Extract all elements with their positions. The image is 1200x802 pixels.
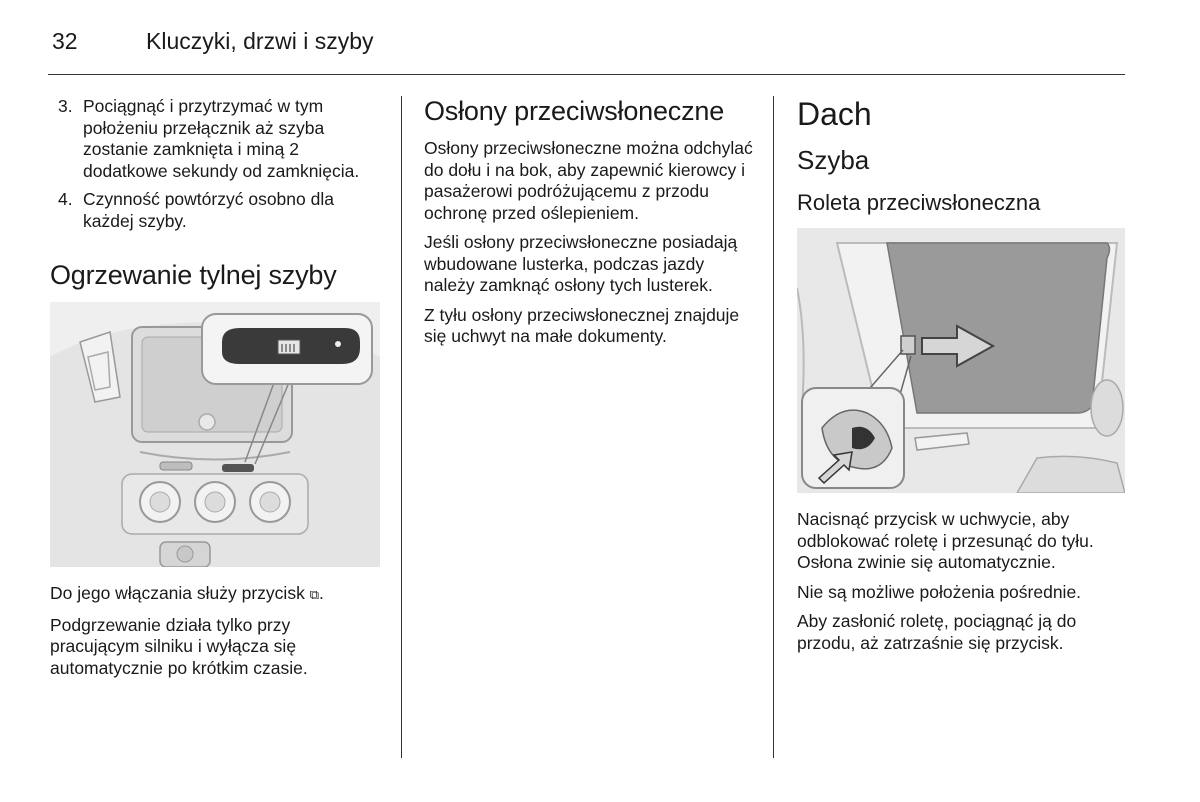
- heating-info-text: Podgrzewanie działa tylko przy pracującym silniku i wyłącza się automatycznie po krótkim czasie.: [50, 614, 308, 678]
- step-text: Czynność powtórzyć osobno dla każdej szyby.: [83, 189, 334, 231]
- steps-list: [50, 96, 380, 232]
- step-number: 4.: [58, 189, 73, 209]
- section-title-roof: Dach: [797, 96, 872, 132]
- header-rule: [48, 74, 1125, 75]
- page-number: 32: [52, 28, 78, 54]
- column-divider-2: [773, 96, 774, 758]
- page-header: [48, 26, 1125, 76]
- step-text: Pociągnąć i przytrzymać w tym położeniu przełącznik aż szyba zostanie zamknięta i miną 2 dodatkowe sekundy od zamknięcia.: [83, 96, 360, 181]
- rear-defrost-icon: ⧉: [309, 588, 319, 603]
- heating-button-sentence: Do jego włączania służy przycisk: [50, 583, 305, 603]
- sun-visors-para-3: Z tyłu osłony przeciwsłonecznej znajduje się uchwyt na małe dokumenty.: [424, 304, 740, 346]
- section-heading-rear-heating: Ogrzewanie tylnej szyby: [50, 260, 337, 290]
- section-heading-sunblind: Roleta przeciwsłoneczna: [797, 190, 1041, 215]
- column-right: [797, 96, 1127, 662]
- chapter-title: Kluczyki, drzwi i szyby: [146, 28, 374, 54]
- step-item: [50, 96, 380, 182]
- heating-button-text: Do jego włączania służy przycisk ⧉.: [50, 583, 324, 603]
- rear-window-heating-illustration: [50, 302, 380, 567]
- sun-visors-para-2: Jeśli osłony przeciwsłoneczne posiadają wbudowane lusterka, podczas jazdy należy zamknąć osłony tych lusterek.: [424, 232, 738, 295]
- sunblind-para-2: Nie są możliwe położenia pośrednie.: [797, 581, 1082, 602]
- column-divider-1: [401, 96, 402, 758]
- sun-visors-para-1: Osłony przeciwsłoneczne można odchylać do dołu i na bok, aby zapewnić kierowcy i pasażerowi podróżującemu z przodu ochronę przed oślepieniem.: [424, 138, 753, 223]
- column-left: [50, 96, 380, 687]
- sunblind-para-3: Aby zasłonić roletę, pociągnąć ją do przodu, aż zatrzaśnie się przycisk.: [797, 611, 1077, 653]
- section-heading-sun-visors: Osłony przeciwsłoneczne: [424, 96, 725, 126]
- column-middle: [424, 96, 754, 356]
- step-number: 3.: [58, 96, 73, 116]
- sunroof-blind-illustration: [797, 228, 1125, 493]
- sunblind-para-1: Nacisnąć przycisk w uchwycie, aby odblokować roletę i przesunąć do tyłu. Osłona zwinie się automatycznie.: [797, 509, 1094, 572]
- section-subtitle-glass: Szyba: [797, 145, 870, 175]
- step-item: [50, 189, 380, 232]
